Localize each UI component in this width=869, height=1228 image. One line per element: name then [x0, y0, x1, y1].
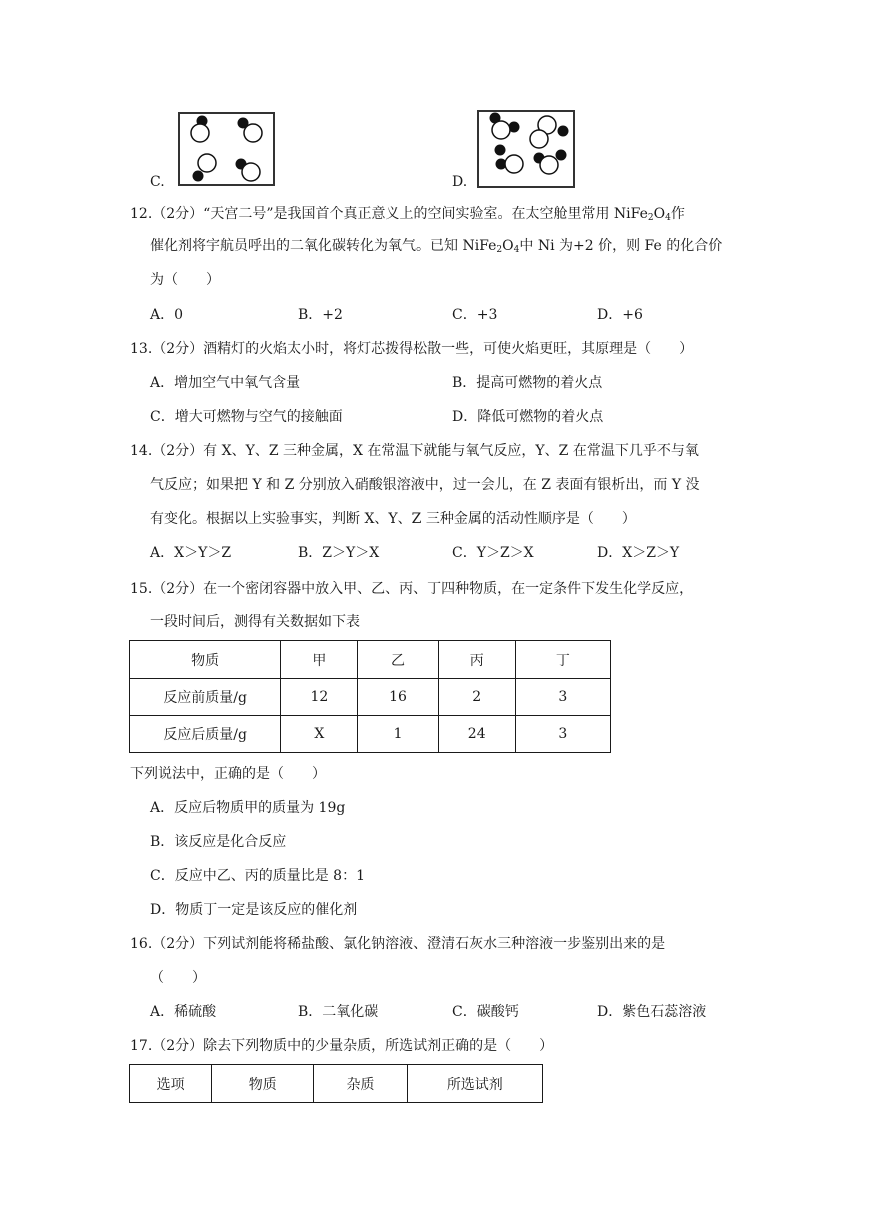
table-header-cell: 丁: [515, 641, 610, 679]
q12-option-a[interactable]: A．0: [150, 307, 184, 323]
q14-option-b[interactable]: B．Z＞Y＞X: [298, 545, 380, 561]
q12-option-b[interactable]: B．+2: [298, 307, 343, 323]
q15-option-b[interactable]: B．该反应是化合反应: [150, 834, 287, 850]
table-header-cell: 乙: [358, 641, 438, 679]
option-d-label: D.: [452, 174, 468, 190]
table-cell: 16: [358, 679, 438, 716]
table-row: [130, 679, 611, 716]
q14-option-d[interactable]: D．X＞Z＞Y: [597, 545, 680, 561]
q12-stem-line2: 催化剂将宇航员呼出的二氧化碳转化为氧气。已知 $NiFe_2O_4$中 Ni 为+2 价，则 Fe 的化合价: [150, 238, 723, 255]
q16-stem-line1: 16.（2分）下列试剂能将稀盐酸、氯化钠溶液、澄清石灰水三种溶液一步鉴别出来的是: [130, 936, 666, 952]
q16-option-d[interactable]: D．紫色石蕊溶液: [597, 1004, 707, 1020]
q12-stem-line3: 为（ ）: [150, 272, 220, 288]
table-cell: 1: [358, 716, 438, 753]
q14-stem-line3: 有变化。根据以上实验事实，判断 X、Y、Z 三种金属的活动性顺序是（ ）: [150, 511, 636, 527]
table-header-row: [130, 641, 611, 679]
table-row: [130, 716, 611, 753]
q16-option-c[interactable]: C．碳酸钙: [452, 1004, 519, 1020]
table-cell: 反应前质量/g: [130, 679, 281, 716]
q12-stem-line1: 12.（2分）“天宫二号”是我国首个真正意义上的空间实验室。在太空舱里常用 $NiFe_2O_4$作: [130, 206, 685, 223]
q15-after-text: 下列说法中，正确的是（ ）: [130, 766, 326, 782]
q12-option-c[interactable]: C．+3: [452, 307, 498, 323]
q16-option-a[interactable]: A．稀硫酸: [150, 1004, 217, 1020]
q13-option-d[interactable]: D．降低可燃物的着火点: [452, 409, 604, 425]
q15-option-a[interactable]: A．反应后物质甲的质量为 19g: [150, 800, 346, 816]
table-header-cell: 丙: [438, 641, 515, 679]
q16-option-b[interactable]: B．二氧化碳: [298, 1004, 379, 1020]
q14-option-c[interactable]: C．Y＞Z＞X: [452, 545, 534, 561]
q15-option-d[interactable]: D．物质丁一定是该反应的催化剂: [150, 902, 358, 918]
q13-option-b[interactable]: B．提高可燃物的着火点: [452, 375, 603, 391]
q16-stem-line2: （ ）: [150, 970, 206, 986]
q12-option-d[interactable]: D．+6: [597, 307, 643, 323]
option-c-molecule-figure: [178, 112, 275, 186]
q13-option-c[interactable]: C．增大可燃物与空气的接触面: [150, 409, 343, 425]
q14-stem-line1: 14.（2分）有 X、Y、Z 三种金属，X 在常温下就能与氧气反应，Y、Z 在常温下几乎不与氧: [130, 443, 699, 459]
q13-stem: 13.（2分）酒精灯的火焰太小时，将灯芯拨得松散一些，可使火焰更旺，其原理是（ ）: [130, 341, 694, 357]
table-cell: 反应后质量/g: [130, 716, 281, 753]
table-header-cell: 甲: [281, 641, 358, 679]
table-cell: 12: [281, 679, 358, 716]
option-c-label: C.: [150, 174, 165, 190]
option-d-molecule-figure: [477, 110, 575, 188]
q17-table: [129, 1064, 543, 1103]
q15-stem-line2: 一段时间后，测得有关数据如下表: [150, 614, 360, 630]
table-header-cell: 所选试剂: [407, 1065, 542, 1103]
table-cell: 2: [438, 679, 515, 716]
table-header-cell: 杂质: [314, 1065, 407, 1103]
table-cell: 3: [515, 679, 610, 716]
q14-stem-line2: 气反应；如果把 Y 和 Z 分别放入硝酸银溶液中，过一会儿，在 Z 表面有银析出，而 Y 没: [150, 477, 700, 493]
q15-data-table: [129, 640, 611, 753]
table-cell: 24: [438, 716, 515, 753]
table-header-cell: 物质: [212, 1065, 314, 1103]
table-header-cell: 选项: [130, 1065, 212, 1103]
table-cell: X: [281, 716, 358, 753]
table-header-cell: 物质: [130, 641, 281, 679]
table-header-row: [130, 1065, 543, 1103]
q17-stem: 17.（2分）除去下列物质中的少量杂质，所选试剂正确的是（ ）: [130, 1038, 554, 1054]
q13-option-a[interactable]: A．增加空气中氧气含量: [150, 375, 301, 391]
q15-option-c[interactable]: C．反应中乙、丙的质量比是 8：1: [150, 868, 365, 884]
table-cell: 3: [515, 716, 610, 753]
q14-option-a[interactable]: A．X＞Y＞Z: [150, 545, 232, 561]
q15-stem-line1: 15.（2分）在一个密闭容器中放入甲、乙、丙、丁四种物质，在一定条件下发生化学反应，: [130, 581, 694, 597]
